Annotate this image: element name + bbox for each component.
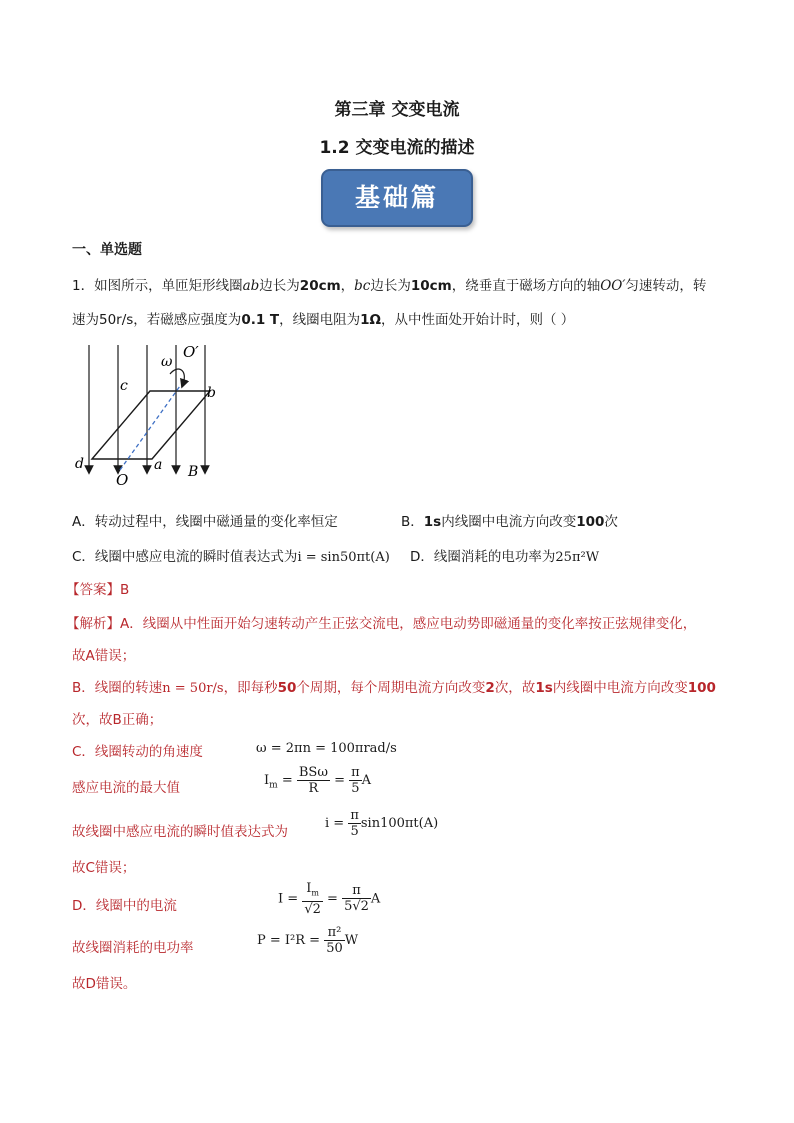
option-a[interactable]: A．转动过程中，线圈中磁通量的变化率恒定 xyxy=(72,514,338,530)
answer-line: 【答案】B xyxy=(66,582,130,598)
rotation-axis xyxy=(120,386,180,470)
axis-top-label: O′ xyxy=(183,343,199,361)
option-b[interactable]: B．1s内线圈中电流方向改变100次 xyxy=(401,514,618,530)
question-line-2: 速为50r/s，若磁感应强度为0.1 T，线圈电阻为1Ω，从中性面处开始计时，则（ ） xyxy=(72,312,575,328)
coil-figure xyxy=(70,340,220,490)
angular-velocity-formula: ω = 2πn = 100πrad/s xyxy=(256,741,397,756)
axis-bottom-label: O xyxy=(116,471,129,489)
label-field-b: B xyxy=(188,464,199,480)
option-d[interactable]: D．线圈消耗的电功率为25π²W xyxy=(410,549,600,565)
analysis-c-wrong: 故C错误； xyxy=(72,860,136,876)
instant-current-formula: i = $\frac{\pi}{5}$ sin100πt(A) xyxy=(325,808,439,839)
effective-current-formula: I = $\frac{I_m}{√2}$ = $\frac{\pi}{5√2}$ A xyxy=(278,881,381,917)
question-line-1: 1．如图所示，单匝矩形线圈ab边长为20cm，bc边长为10cm，绕垂直于磁场方向的轴OO′匀速转动，转 xyxy=(72,278,707,294)
analysis-c-line-1: C．线圈转动的角速度 xyxy=(72,744,203,760)
label-b: b xyxy=(207,385,216,401)
max-current-formula: $I_m$ = $\frac{\text{BSω}}{R}$ = $\frac{\pi}{5}$ A xyxy=(264,765,372,796)
analysis-d-line-1: D．线圈中的电流 xyxy=(72,898,177,914)
analysis-b-line-1: B．线圈的转速n = 50r/s，即每秒50个周期，每个周期电流方向改变2次，故1s内线圈中电流方向改变100 xyxy=(72,680,716,696)
section-heading: 一、单选题 xyxy=(72,242,142,258)
chapter-title: 第三章 交变电流 xyxy=(334,100,460,120)
level-badge: 基础篇 xyxy=(321,169,473,227)
rotation-arrow xyxy=(170,369,184,384)
analysis-d-power-label: 故线圈消耗的电功率 xyxy=(72,940,194,956)
label-a: a xyxy=(154,457,163,473)
analysis-a-line-1: 【解析】A．线圈从中性面开始匀速转动产生正弦交流电，感应电动势即磁通量的变化率按正弦规律变化， xyxy=(66,616,697,632)
analysis-a-line-2: 故A错误； xyxy=(72,648,136,664)
analysis-d-wrong: 故D错误。 xyxy=(72,976,137,992)
lesson-title: 1.2 交变电流的描述 xyxy=(319,138,475,158)
rectangular-coil xyxy=(92,391,210,459)
omega-label: ω xyxy=(161,354,173,370)
analysis-b-line-2: 次，故B正确； xyxy=(72,712,163,728)
power-formula: P = I²R = $\frac{\text{π²}}{50}$ W xyxy=(257,925,359,956)
analysis-c-expr-label: 故线圈中感应电流的瞬时值表达式为 xyxy=(72,824,288,840)
option-c[interactable]: C．线圈中感应电流的瞬时值表达式为i = sin50πt(A) xyxy=(72,549,390,565)
label-c: c xyxy=(120,378,128,394)
analysis-c-max-label: 感应电流的最大值 xyxy=(72,780,180,796)
label-d: d xyxy=(75,456,84,472)
